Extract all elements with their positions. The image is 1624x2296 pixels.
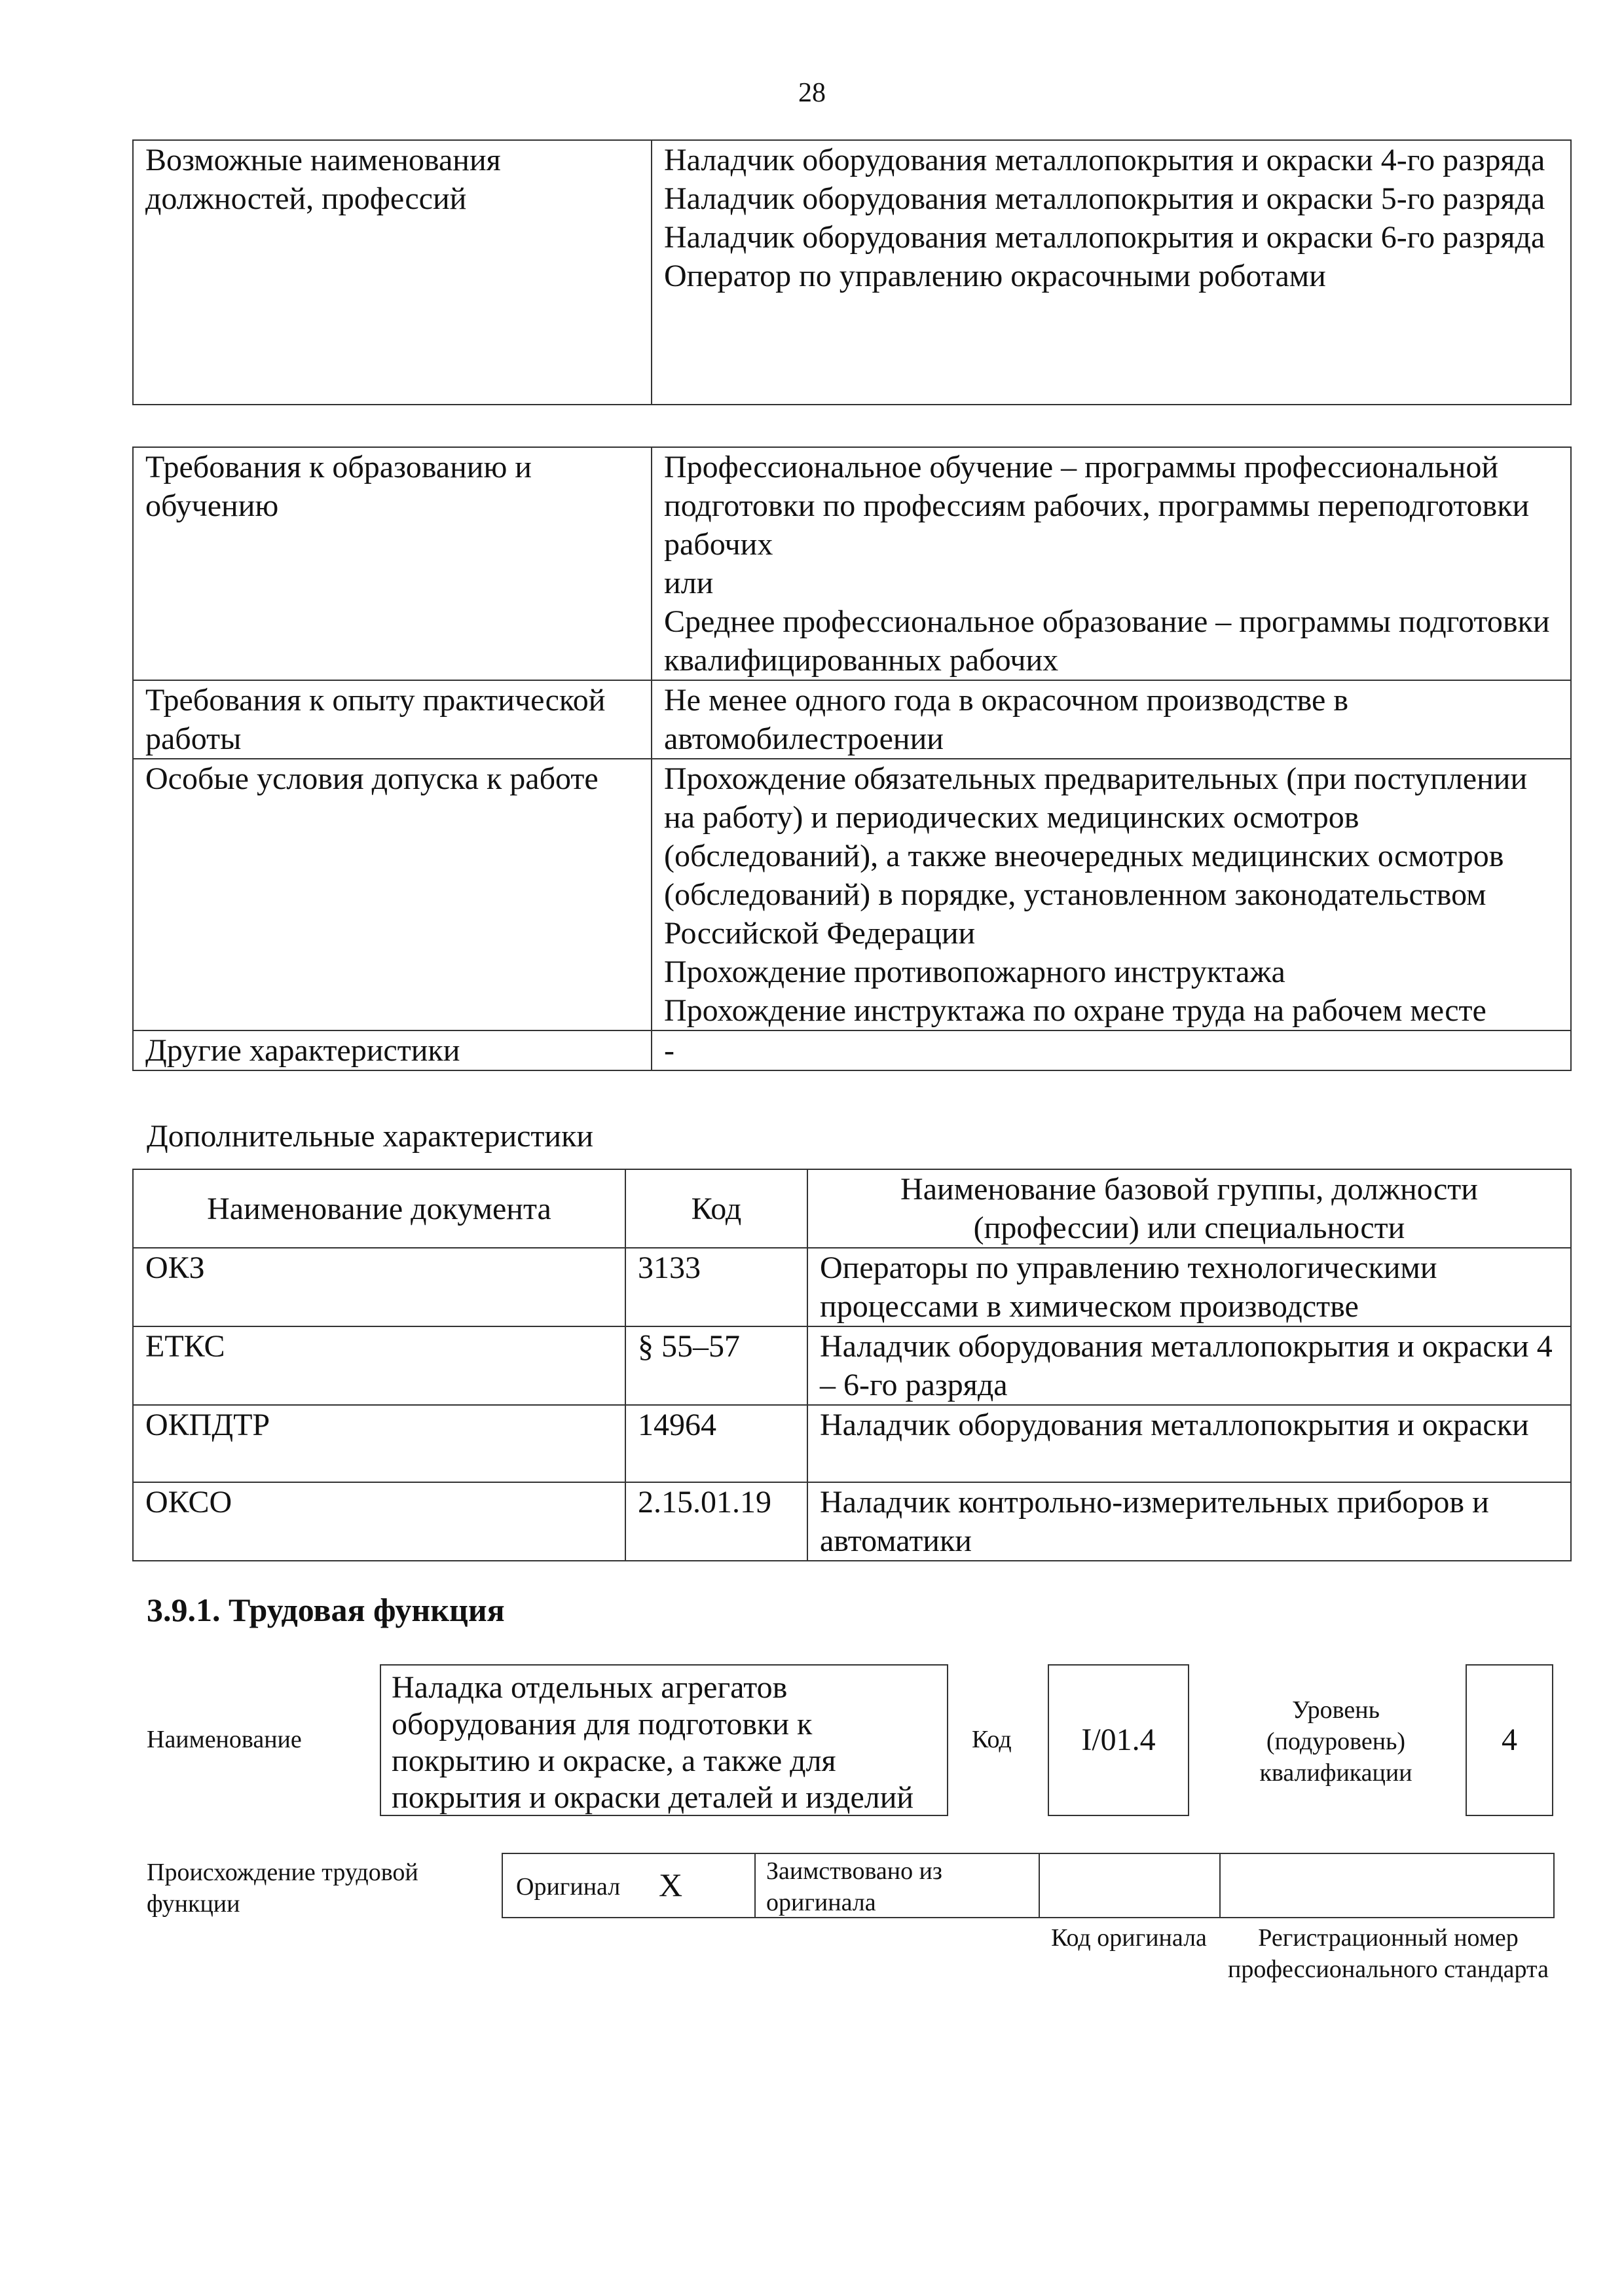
other-label: Другие характеристики [133, 1030, 652, 1070]
table-header-row [133, 1169, 1571, 1248]
admission-value [652, 759, 1571, 1030]
education-line: или [664, 566, 714, 600]
original-label: Оригинал [516, 1873, 621, 1901]
original-code-caption: Код оригинала [1051, 1924, 1207, 1952]
cell-name: Наладчик оборудования металлопокрытия и окраски 4 – 6-го разряда [807, 1326, 1571, 1405]
position-item: Наладчик оборудования металлопокрытия и окраски 6-го разряда [664, 220, 1545, 255]
position-item: Наладчик оборудования металлопокрытия и окраски 4-го разряда [664, 143, 1545, 177]
admission-line: Прохождение обязательных предварительных (при поступлении на работу) и периодических медицинских осмотров (обследований), а также внеочередных медицинских осмотров (обследований) в порядке, установленном законодательством Российской Федерации [664, 761, 1528, 951]
divider [1219, 1854, 1221, 1917]
table-row [133, 680, 1571, 759]
page-number: 28 [798, 78, 826, 108]
function-name-label: Наименование [147, 1726, 302, 1753]
table-row [133, 1030, 1571, 1070]
table-row [133, 1326, 1571, 1405]
cell-name: Наладчик контрольно-измерительных приборов и автоматики [807, 1482, 1571, 1561]
borrowed-label: Заимствовано из оригинала [766, 1857, 942, 1916]
header-name: Наименование базовой группы, должности (профессии) или специальности [807, 1169, 1571, 1248]
cell-name: Наладчик оборудования металлопокрытия и окраски [807, 1405, 1571, 1482]
classification-table [132, 1169, 1572, 1561]
positions-label: Возможные наименования должностей, профессий [133, 140, 652, 405]
education-label: Требования к образованию и обучению [133, 447, 652, 680]
function-name-box: Наладка отдельных агрегатов оборудования для подготовки к покрытию и окраске, а также для покрытия и окраски деталей и изделий [380, 1664, 948, 1816]
positions-table [132, 139, 1572, 405]
qualification-level-box: 4 [1466, 1664, 1553, 1816]
requirements-table [132, 446, 1572, 1071]
cell-document: ОКСО [133, 1482, 625, 1561]
cell-code: 3133 [625, 1248, 807, 1326]
experience-value [652, 680, 1571, 759]
divider [1039, 1854, 1040, 1917]
table-row [133, 759, 1571, 1030]
education-line: Профессиональное обучение – программы профессиональной подготовки по профессиям рабочих, программы переподготовки рабочих [664, 450, 1530, 562]
admission-line: Прохождение инструктажа по охране труда на рабочем месте [664, 993, 1486, 1028]
cell-code: 2.15.01.19 [625, 1482, 807, 1561]
additional-characteristics-title: Дополнительные характеристики [147, 1119, 594, 1154]
divider [754, 1854, 756, 1917]
function-code-box: I/01.4 [1048, 1664, 1189, 1816]
cell-code: 14964 [625, 1405, 807, 1482]
table-row [133, 1482, 1571, 1561]
header-code: Код [625, 1169, 807, 1248]
position-item: Наладчик оборудования металлопокрытия и окраски 5-го разряда [664, 181, 1545, 216]
function-code-label: Код [972, 1726, 1012, 1753]
experience-label: Требования к опыту практической работы [133, 680, 652, 759]
cell-document: ОКЗ [133, 1248, 625, 1326]
education-value [652, 447, 1571, 680]
table-row [133, 1405, 1571, 1482]
origin-label: Происхождение трудовой функции [147, 1859, 418, 1918]
position-item: Оператор по управлению окрасочными роботами [664, 259, 1326, 293]
cell-name: Операторы по управлению технологическими процессами в химическом производстве [807, 1248, 1571, 1326]
admission-label: Особые условия допуска к работе [133, 759, 652, 1030]
other-line: - [664, 1033, 674, 1068]
origin-table [502, 1853, 1555, 1918]
experience-line: Не менее одного года в окрасочном производстве в автомобилестроении [664, 683, 1348, 756]
cell-document: ОКПДТР [133, 1405, 625, 1482]
labor-function-title: 3.9.1. Трудовая функция [147, 1592, 505, 1628]
table-row [133, 1248, 1571, 1326]
cell-document: ЕТКС [133, 1326, 625, 1405]
admission-line: Прохождение противопожарного инструктажа [664, 955, 1285, 989]
header-document: Наименование документа [133, 1169, 625, 1248]
original-mark: X [659, 1867, 683, 1903]
table-row [133, 447, 1571, 680]
positions-list [652, 140, 1571, 405]
reg-number-caption: Регистрационный номер профессионального стандарта [1228, 1924, 1549, 1983]
other-value [652, 1030, 1571, 1070]
qualification-level-label: Уровень (подуровень) квалификации [1259, 1696, 1412, 1787]
cell-code: § 55–57 [625, 1326, 807, 1405]
education-line: Среднее профессиональное образование – программы подготовки квалифицированных рабочих [664, 604, 1550, 678]
